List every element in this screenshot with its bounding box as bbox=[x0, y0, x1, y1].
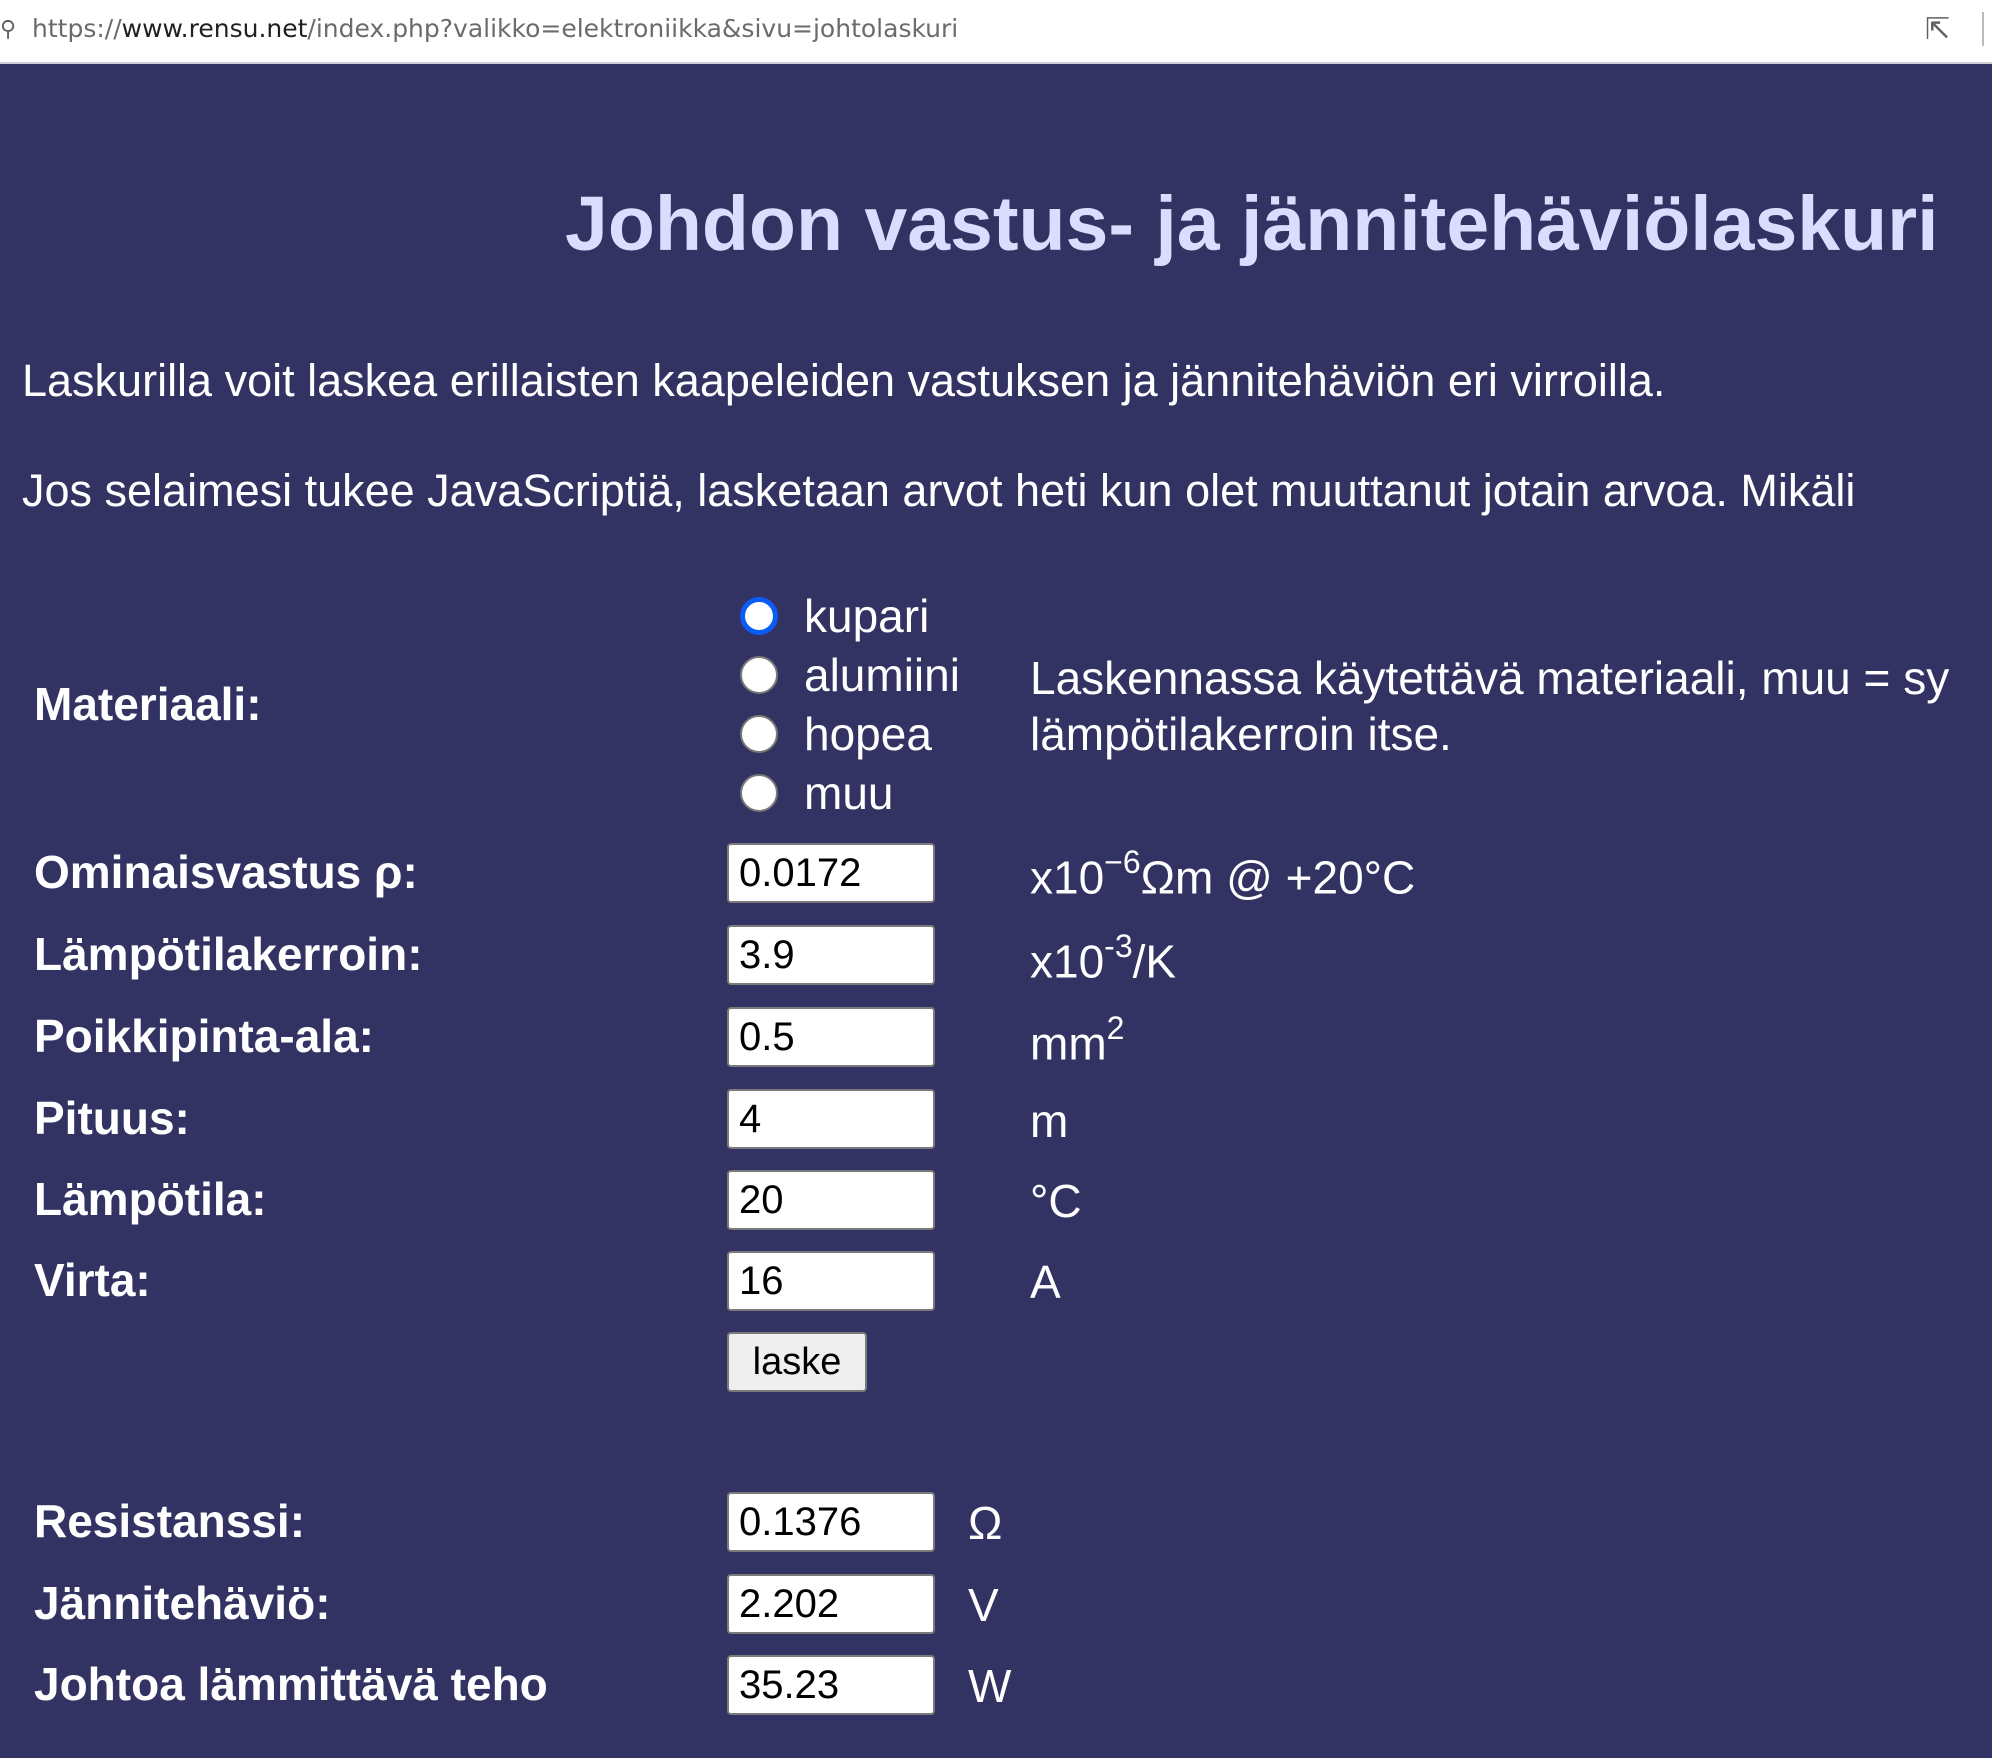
resistance-label: Resistanssi: bbox=[34, 1495, 306, 1547]
resistivity-unit bbox=[1030, 844, 1416, 904]
length-label: Pituus: bbox=[34, 1092, 190, 1144]
temp-coefficient-input[interactable] bbox=[727, 925, 935, 985]
voltage-drop-unit: V bbox=[968, 1579, 999, 1631]
radio-alumiini[interactable] bbox=[740, 656, 778, 694]
resistivity-input[interactable] bbox=[727, 843, 935, 903]
url-text[interactable] bbox=[32, 14, 958, 43]
intro-text-1: Laskurilla voit laskea erillaisten kaapeleiden vastuksen ja jännitehäviön eri virroilla. bbox=[22, 355, 1666, 406]
heating-power-unit: W bbox=[968, 1660, 1012, 1712]
radio-muu[interactable] bbox=[740, 774, 778, 812]
url-host: www.rensu.net bbox=[121, 14, 308, 43]
temp-coefficient-unit-prefix: x10 bbox=[1030, 935, 1105, 988]
temperature-input[interactable] bbox=[727, 1170, 935, 1230]
url-path: /index.php?valikko=elektroniikka&sivu=johtolaskuri bbox=[307, 14, 959, 43]
resistivity-unit-exponent: −6 bbox=[1104, 844, 1141, 880]
cross-section-label: Poikkipinta-ala: bbox=[34, 1010, 374, 1062]
cross-section-unit-base: mm bbox=[1030, 1017, 1107, 1070]
resistance-unit: Ω bbox=[968, 1497, 1003, 1549]
current-label: Virta: bbox=[34, 1254, 151, 1306]
resistivity-label: Ominaisvastus ρ: bbox=[34, 846, 418, 898]
material-description-line-2: lämpötilakerroin itse. bbox=[1030, 708, 1452, 760]
material-label: Materiaali: bbox=[34, 678, 262, 730]
current-input[interactable] bbox=[727, 1251, 935, 1311]
page-title: Johdon vastus- ja jännitehäviölaskuri bbox=[565, 181, 1939, 267]
cross-section-unit-exponent: 2 bbox=[1106, 1010, 1125, 1046]
voltage-drop-output[interactable] bbox=[727, 1574, 935, 1634]
share-icon[interactable]: ⇱ bbox=[1925, 13, 1951, 46]
temp-coefficient-unit bbox=[1030, 928, 1177, 988]
temp-coefficient-label: Lämpötilakerroin: bbox=[34, 928, 423, 980]
material-description bbox=[1030, 650, 1949, 762]
toolbar-divider bbox=[1982, 12, 1984, 46]
browser-url-bar[interactable] bbox=[0, 0, 1992, 64]
radio-label-alumiini[interactable]: alumiini bbox=[804, 649, 960, 701]
current-unit: A bbox=[1030, 1256, 1061, 1308]
length-unit: m bbox=[1030, 1095, 1069, 1147]
resistivity-unit-prefix: x10 bbox=[1030, 851, 1105, 904]
resistivity-unit-suffix: Ωm @ +20°C bbox=[1140, 851, 1416, 904]
voltage-drop-label: Jännitehäviö: bbox=[34, 1577, 331, 1629]
intro-text-2: Jos selaimesi tukee JavaScriptiä, lasketaan arvot heti kun olet muuttanut jotain arvoa. Mikäli bbox=[22, 465, 1856, 516]
radio-kupari[interactable] bbox=[740, 597, 778, 635]
radio-label-kupari[interactable]: kupari bbox=[804, 590, 930, 642]
cross-section-input[interactable] bbox=[727, 1007, 935, 1067]
length-input[interactable] bbox=[727, 1089, 935, 1149]
material-description-line-1: Laskennassa käytettävä materiaali, muu = sy bbox=[1030, 652, 1950, 704]
cross-section-unit bbox=[1030, 1010, 1125, 1070]
temperature-label: Lämpötila: bbox=[34, 1173, 267, 1225]
temp-coefficient-unit-suffix: /K bbox=[1132, 935, 1177, 988]
heating-power-output[interactable] bbox=[727, 1655, 935, 1715]
radio-label-muu[interactable]: muu bbox=[804, 767, 894, 819]
radio-hopea[interactable] bbox=[740, 715, 778, 753]
heating-power-label: Johtoa lämmittävä teho bbox=[34, 1658, 548, 1710]
calculate-button[interactable]: laske bbox=[727, 1332, 867, 1392]
site-info-icon[interactable]: ⚲ bbox=[0, 16, 17, 41]
url-prefix: https:// bbox=[32, 14, 122, 43]
temperature-unit: °C bbox=[1030, 1175, 1082, 1227]
radio-label-hopea[interactable]: hopea bbox=[804, 708, 932, 760]
temp-coefficient-unit-exponent: -3 bbox=[1104, 928, 1133, 964]
resistance-output[interactable] bbox=[727, 1492, 935, 1552]
